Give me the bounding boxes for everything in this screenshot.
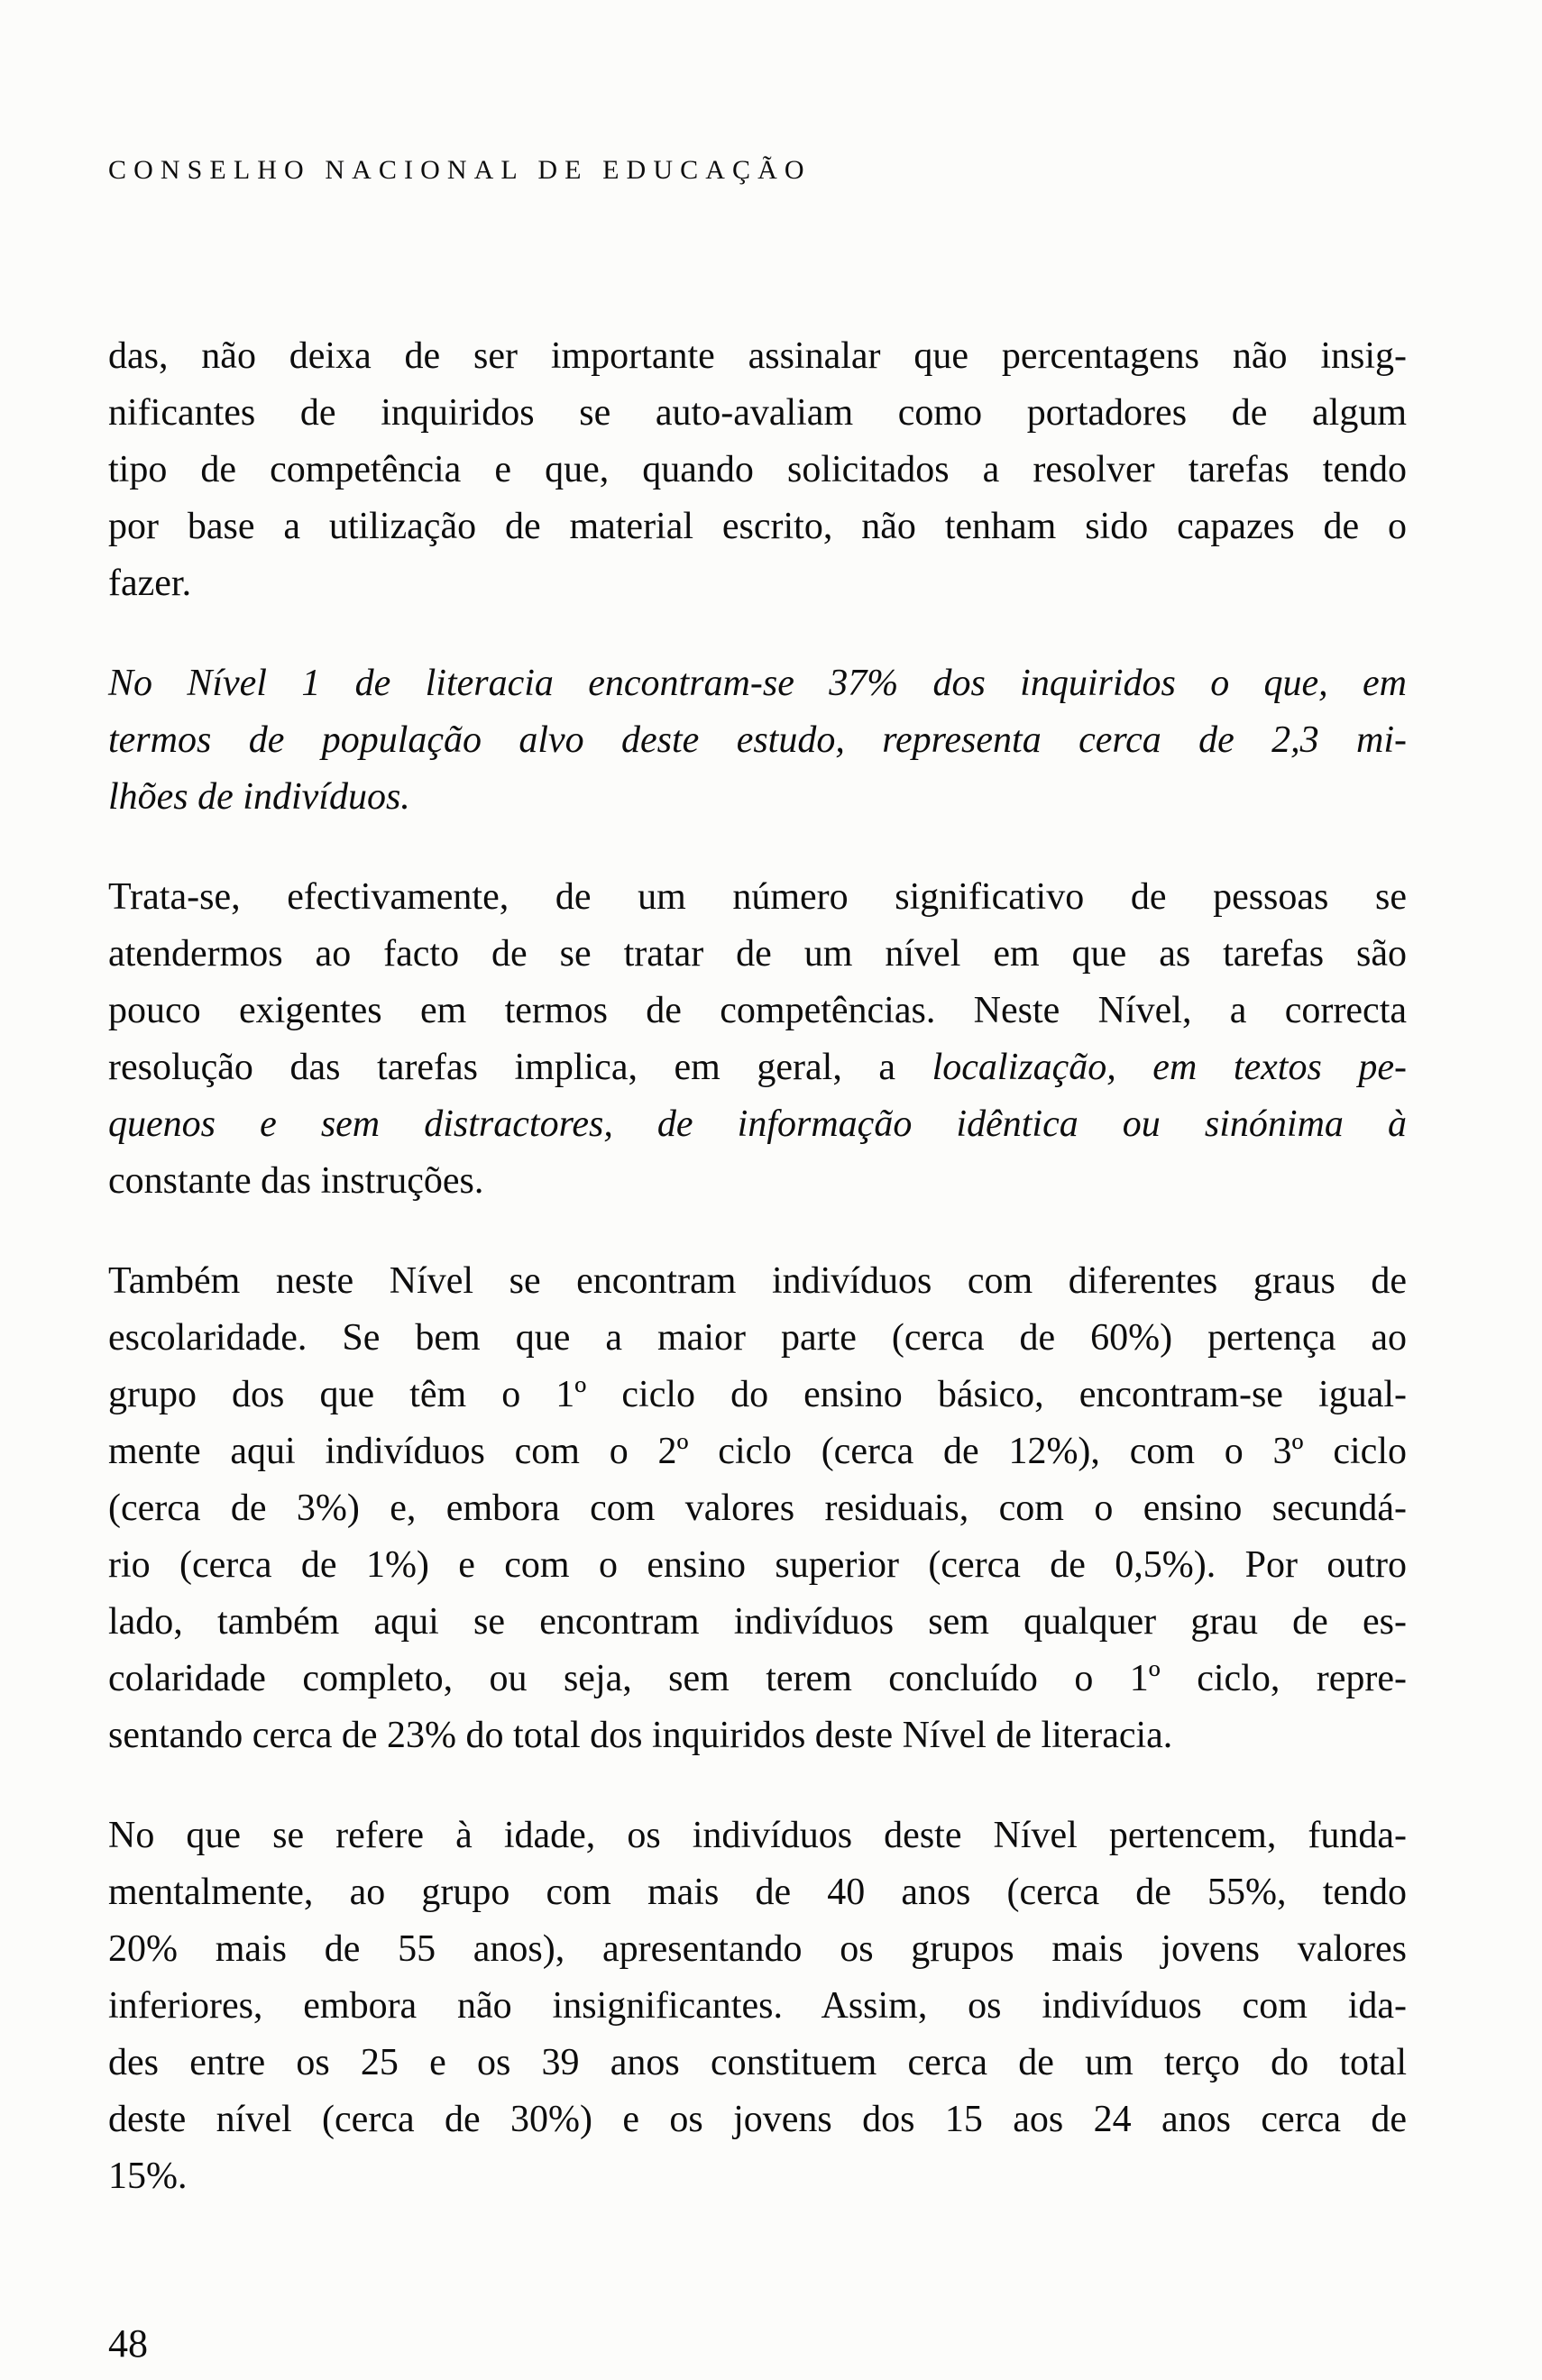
text-line xyxy=(108,1153,1407,1210)
paragraph-1 xyxy=(108,328,1407,612)
text-line xyxy=(108,385,1407,442)
text-line xyxy=(108,1310,1407,1367)
text-line xyxy=(108,1480,1407,1537)
text-segment: sentando cerca de 23% do total dos inquiridos deste Nível de literacia. xyxy=(108,1715,1173,1756)
text-line xyxy=(108,499,1407,555)
text-segment: escolaridade. Se bem que a maior parte (cerca de 60%) pertença ao xyxy=(108,1317,1407,1359)
text-line xyxy=(108,983,1407,1039)
italic-text-segment: localização, em textos pe- xyxy=(932,1047,1407,1088)
text-segment: lado, também aqui se encontram indivíduos sem qualquer grau de es- xyxy=(108,1601,1407,1643)
text-line xyxy=(108,2035,1407,2092)
text-segment: mentalmente, ao grupo com mais de 40 anos (cerca de 55%, tendo xyxy=(108,1872,1407,1913)
text-segment: lhões de indivíduos. xyxy=(108,776,410,818)
text-segment: Trata-se, efectivamente, de um número significativo de pessoas se xyxy=(108,876,1407,918)
text-line xyxy=(108,769,1407,826)
text-line xyxy=(108,1039,1407,1096)
text-line xyxy=(108,1651,1407,1707)
text-line xyxy=(108,1253,1407,1310)
text-segment: das, não deixa de ser importante assinalar que percentagens não insig- xyxy=(108,335,1407,377)
body-text xyxy=(108,328,1407,2205)
text-segment: des entre os 25 e os 39 anos constituem cerca de um terço do total xyxy=(108,2042,1407,2083)
text-line xyxy=(108,1537,1407,1594)
text-segment: No Nível 1 de literacia encontram-se 37% dos inquiridos o que, em xyxy=(108,663,1407,704)
text-line xyxy=(108,2148,1407,2205)
text-segment: 20% mais de 55 anos), apresentando os grupos mais jovens valores xyxy=(108,1928,1407,1970)
text-line xyxy=(108,1594,1407,1651)
text-segment: inferiores, embora não insignificantes. Assim, os indivíduos com ida- xyxy=(108,1985,1407,2027)
text-line xyxy=(108,1423,1407,1480)
running-header: CONSELHO NACIONAL DE EDUCAÇÃO xyxy=(108,155,812,185)
text-line xyxy=(108,2092,1407,2148)
page-number: 48 xyxy=(108,2321,148,2366)
text-segment: rio (cerca de 1%) e com o ensino superior (cerca de 0,5%). Por outro xyxy=(108,1544,1407,1586)
text-line xyxy=(108,1864,1407,1921)
text-segment: constante das instruções. xyxy=(108,1160,484,1202)
text-line xyxy=(108,1096,1407,1153)
text-segment: 15%. xyxy=(108,2156,188,2197)
text-segment: Também neste Nível se encontram indivíduos com diferentes graus de xyxy=(108,1260,1407,1302)
paragraph-4 xyxy=(108,1253,1407,1764)
text-line xyxy=(108,555,1407,612)
text-line xyxy=(108,1921,1407,1978)
text-segment: colaridade completo, ou seja, sem terem concluído o 1º ciclo, repre- xyxy=(108,1658,1407,1699)
text-segment: resolução das tarefas implica, em geral, a xyxy=(108,1047,932,1088)
text-segment: nificantes de inquiridos se auto-avaliam como portadores de algum xyxy=(108,392,1407,434)
text-segment: grupo dos que têm o 1º ciclo do ensino básico, encontram-se igual- xyxy=(108,1374,1407,1415)
text-line xyxy=(108,1808,1407,1864)
text-line xyxy=(108,1367,1407,1423)
text-line xyxy=(108,926,1407,983)
text-segment: deste nível (cerca de 30%) e os jovens dos 15 aos 24 anos cerca de xyxy=(108,2099,1407,2140)
paragraph-5 xyxy=(108,1808,1407,2205)
text-segment: termos de população alvo deste estudo, representa cerca de 2,3 mi- xyxy=(108,719,1407,761)
text-line xyxy=(108,1707,1407,1764)
text-segment: pouco exigentes em termos de competências. Neste Nível, a correcta xyxy=(108,990,1407,1031)
text-line xyxy=(108,869,1407,926)
text-segment: mente aqui indivíduos com o 2º ciclo (cerca de 12%), com o 3º ciclo xyxy=(108,1431,1407,1472)
text-segment: por base a utilização de material escrito, não tenham sido capazes de o xyxy=(108,506,1407,547)
text-segment: fazer. xyxy=(108,563,192,604)
paragraph-2 xyxy=(108,655,1407,826)
paragraph-3 xyxy=(108,869,1407,1210)
text-line xyxy=(108,328,1407,385)
text-line xyxy=(108,1978,1407,2035)
text-line xyxy=(108,712,1407,769)
text-segment: atendermos ao facto de se tratar de um nível em que as tarefas são xyxy=(108,933,1407,975)
text-segment: tipo de competência e que, quando solicitados a resolver tarefas tendo xyxy=(108,449,1407,490)
text-segment: (cerca de 3%) e, embora com valores residuais, com o ensino secundá- xyxy=(108,1488,1407,1529)
italic-text-segment: quenos e sem distractores, de informação idêntica ou sinónima à xyxy=(108,1103,1407,1145)
text-line xyxy=(108,442,1407,499)
text-line xyxy=(108,655,1407,712)
text-segment: No que se refere à idade, os indivíduos deste Nível pertencem, funda- xyxy=(108,1815,1407,1856)
